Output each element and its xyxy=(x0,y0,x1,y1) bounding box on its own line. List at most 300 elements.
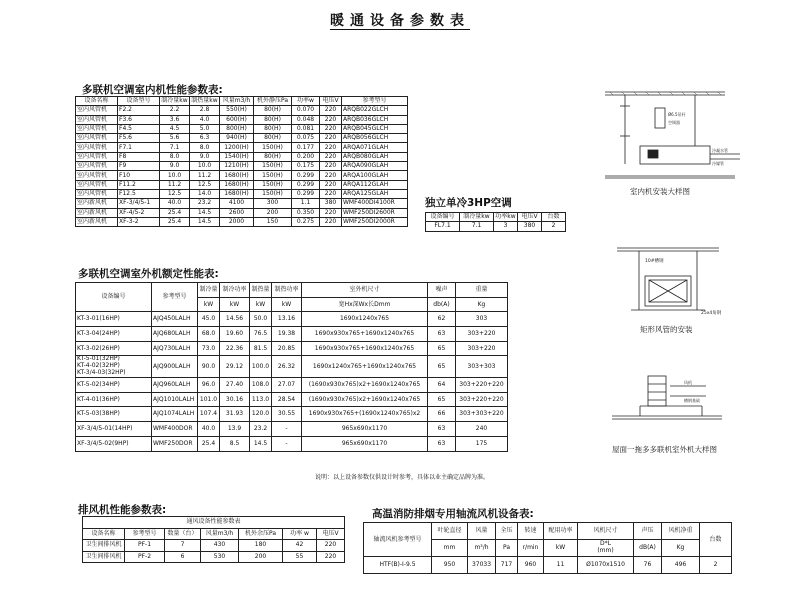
indoor-cell: 80(H) xyxy=(254,134,292,143)
duct-label-2: 25x4角钢 xyxy=(701,311,722,316)
outdoor-cell: 1690x930x765+1690x1240x765 xyxy=(302,327,428,342)
indoor-cell: 室内风管机 xyxy=(76,162,118,171)
outdoor-cell: 28.54 xyxy=(272,392,302,407)
exhaust-header-cell: 电压V xyxy=(317,528,345,540)
outdoor-cell: 1690x930x765+(1690x1240x765)x2 xyxy=(302,407,428,422)
indoor-cell: 200 xyxy=(254,208,292,217)
outdoor-cell: 30.55 xyxy=(272,407,302,422)
outdoor-cell: 13.9 xyxy=(220,422,250,437)
outdoor-cell: 19.60 xyxy=(220,327,250,342)
indoor-table-row xyxy=(76,134,408,143)
indoor-cell: WMF250DI2000R xyxy=(342,217,408,226)
outdoor-cell: 68.0 xyxy=(198,327,220,342)
indoor-cell: 0.275 xyxy=(292,217,320,226)
indoor-cell: 80(H) xyxy=(254,124,292,133)
outdoor-unit-cell: db(A) xyxy=(428,297,456,312)
fire-cell: 960 xyxy=(518,557,544,574)
indoor-cell: 220 xyxy=(320,171,342,180)
indoor-cell: 室内风管机 xyxy=(76,189,118,198)
exhaust-cell: 530 xyxy=(201,551,239,563)
fire-unit-cell: Kg xyxy=(662,540,700,557)
indoor-table-row xyxy=(76,162,408,171)
outdoor-cell: 64 xyxy=(428,378,456,393)
fire-table-row xyxy=(364,557,732,574)
indoor-cell: 0.299 xyxy=(292,180,320,189)
indoor-cell: XF-3/4/5-1 xyxy=(118,199,160,208)
indoor-cell: 室内新风机 xyxy=(76,208,118,217)
outdoor-cell: 45.0 xyxy=(198,312,220,327)
outdoor-cell: AJQ1010LALH xyxy=(152,392,198,407)
indoor-cell: F2.2 xyxy=(118,106,160,115)
outdoor-cell: 19.38 xyxy=(272,327,302,342)
outdoor-header-cell: 制热量 xyxy=(250,283,272,298)
outdoor-cell: AJQ900LALH xyxy=(152,356,198,378)
outdoor-cell: KT-5-03(38HP) xyxy=(76,407,152,422)
outdoor-cell: WMF400DOR xyxy=(152,422,198,437)
indoor-header-cell: 参考型号 xyxy=(342,97,408,106)
indoor-table-row xyxy=(76,115,408,124)
indoor-cell: 150(H) xyxy=(254,189,292,198)
outdoor-table-row xyxy=(76,378,508,393)
fire-fan-table-title: 高温消防排烟专用轴流风机设备表: xyxy=(372,508,534,520)
indoor-cell: 9.0 xyxy=(190,152,220,161)
indoor-cell: 300 xyxy=(254,199,292,208)
indoor-cell: 800(H) xyxy=(220,124,254,133)
indoor-cell: 220 xyxy=(320,115,342,124)
indoor-cell: F7.1 xyxy=(118,143,160,152)
exhaust-header-row xyxy=(83,528,345,540)
indoor-cell: 150(H) xyxy=(254,180,292,189)
indoor-cell: 14.0 xyxy=(190,189,220,198)
outdoor-table-row xyxy=(76,341,508,356)
outdoor-cell: 14.56 xyxy=(220,312,250,327)
indoor-cell: 10.0 xyxy=(190,162,220,171)
indoor-cell: 室内风管机 xyxy=(76,180,118,189)
indoor-cell: 9.0 xyxy=(160,162,190,171)
single-ac-table xyxy=(425,212,566,232)
indoor-cell: ARQA112GLAH xyxy=(342,180,408,189)
outdoor-cell: 120.0 xyxy=(250,407,272,422)
fire-header-cell: 全压 xyxy=(496,523,518,540)
single-header-cell: 台数 xyxy=(542,213,566,222)
outdoor-table-row xyxy=(76,356,508,378)
indoor-table-title: 多联机空调室内机性能参数表: xyxy=(82,84,223,96)
title-underline xyxy=(330,29,470,30)
indoor-cell: 220 xyxy=(320,106,342,115)
fire-unit-cell: kW xyxy=(544,540,578,557)
exhaust-cell: 卫生间排风机 xyxy=(83,540,125,552)
outdoor-cell: 73.0 xyxy=(198,341,220,356)
indoor-cell: ARQA090GLAH xyxy=(342,162,408,171)
exhaust-header-cell: 参考型号 xyxy=(125,528,165,540)
indoor-cell: XF-3-2 xyxy=(118,217,160,226)
indoor-cell: 1.1 xyxy=(292,199,320,208)
indoor-cell: 0.075 xyxy=(292,134,320,143)
fire-fan-table xyxy=(363,522,732,574)
outdoor-cell: (1690x930x765)x2+1690x1240x765 xyxy=(302,392,428,407)
fire-header-cell: 风机尺寸 xyxy=(578,523,634,540)
outdoor-table-row xyxy=(76,312,508,327)
indoor-cell: 2000 xyxy=(220,217,254,226)
single-header-cell: 设备编号 xyxy=(426,213,460,222)
outdoor-cell: 175 xyxy=(456,436,508,451)
indoor-cell: 550(H) xyxy=(220,106,254,115)
outdoor-header-cell: 参考型号 xyxy=(152,283,198,312)
indoor-header-cell: 制冷量kw xyxy=(161,97,188,105)
outdoor-cell: 23.2 xyxy=(250,422,272,437)
indoor-cell: ARQB080GLAH xyxy=(342,152,408,161)
indoor-install-label-3: 冷凝水管 xyxy=(712,148,728,153)
outdoor-cell: 240 xyxy=(456,422,508,437)
fire-unit-cell: m³/h xyxy=(468,540,496,557)
outdoor-cell: 65 xyxy=(428,392,456,407)
fire-header-row xyxy=(364,523,732,540)
fire-unit-cell: dB(A) xyxy=(634,540,662,557)
exhaust-header-cell: 数量（台） xyxy=(165,528,201,540)
outdoor-cell: XF-3/4/5-02(9HP) xyxy=(76,436,152,451)
indoor-cell: 220 xyxy=(320,208,342,217)
outdoor-cell: 101.0 xyxy=(198,392,220,407)
exhaust-cell: 7 xyxy=(165,540,201,552)
indoor-cell: ARQA071GLAH xyxy=(342,143,408,152)
indoor-table-row xyxy=(76,208,408,217)
outdoor-cell: 107.4 xyxy=(198,407,220,422)
outdoor-header-cell: 设备编号 xyxy=(76,283,152,312)
outdoor-cell: 100.0 xyxy=(250,356,272,378)
outdoor-cell: AJQ730LALH xyxy=(152,341,198,356)
indoor-cell: 室内风管机 xyxy=(76,171,118,180)
indoor-cell: 0.070 xyxy=(292,106,320,115)
outdoor-cell: 40.0 xyxy=(198,422,220,437)
exhaust-cell: 220 xyxy=(317,540,345,552)
outdoor-header-cell: 室外机尺寸 xyxy=(302,283,428,298)
indoor-cell: 220 xyxy=(320,180,342,189)
outdoor-cell: 81.5 xyxy=(250,341,272,356)
outdoor-cell: AJQ450LALH xyxy=(152,312,198,327)
outdoor-cell: 62 xyxy=(428,312,456,327)
indoor-cell: 14.5 xyxy=(190,208,220,217)
indoor-header-cell: 制热量kw xyxy=(191,97,218,105)
outdoor-cell: 50.0 xyxy=(250,312,272,327)
indoor-cell: 0.299 xyxy=(292,189,320,198)
outdoor-cell: 13.16 xyxy=(272,312,302,327)
outdoor-table-row xyxy=(76,407,508,422)
indoor-table-row xyxy=(76,199,408,208)
outdoor-cell: 63 xyxy=(428,327,456,342)
fire-header-cell: 声压 xyxy=(634,523,662,540)
indoor-cell: F9 xyxy=(118,162,160,171)
indoor-cell: 220 xyxy=(320,143,342,152)
indoor-cell: 7.1 xyxy=(160,143,190,152)
indoor-table-row xyxy=(76,171,408,180)
indoor-cell: ARQA125GLAH xyxy=(342,189,408,198)
indoor-table-row xyxy=(76,180,408,189)
indoor-cell: 10.0 xyxy=(160,171,190,180)
exhaust-cell: PF-1 xyxy=(125,540,165,552)
exhaust-cell: PF-2 xyxy=(125,551,165,563)
outdoor-note: 说明：以上设备参数仅供设计时参考，具体以业主确定品牌为准。 xyxy=(315,474,490,481)
outdoor-unit-cell: kW xyxy=(272,297,302,312)
outdoor-cell: AJQ1074LALH xyxy=(152,407,198,422)
indoor-cell: 25.4 xyxy=(160,208,190,217)
indoor-cell: 5.0 xyxy=(190,124,220,133)
outdoor-cell: XF-3/4/5-01(14HP) xyxy=(76,422,152,437)
exhaust-cell: 180 xyxy=(239,540,283,552)
exhaust-header-cell: 机外余压Pa xyxy=(239,528,283,540)
indoor-cell: 0.081 xyxy=(292,124,320,133)
outdoor-cell: 31.93 xyxy=(220,407,250,422)
fire-cell: 37033 xyxy=(468,557,496,574)
indoor-cell: 12.5 xyxy=(160,189,190,198)
exhaust-cell: 200 xyxy=(239,551,283,563)
indoor-cell: 室内风管机 xyxy=(76,124,118,133)
indoor-cell: 2.2 xyxy=(160,106,190,115)
indoor-cell: WMF400DI4100R xyxy=(342,199,408,208)
outdoor-cell: 66 xyxy=(428,407,456,422)
outdoor-cell: 63 xyxy=(428,436,456,451)
roof-label-2: 槽钢基础 xyxy=(684,398,700,403)
outdoor-header-cell: 制冷量 xyxy=(198,283,220,298)
exhaust-cell: 430 xyxy=(201,540,239,552)
indoor-cell: F12.5 xyxy=(118,189,160,198)
single-header-cell: 电压V xyxy=(518,213,542,222)
indoor-header-cell: 电压V xyxy=(320,97,342,106)
duct-install-caption: 矩形风管的安装 xyxy=(640,325,693,334)
outdoor-cell: KT-5-02(34HP) xyxy=(76,378,152,393)
indoor-cell: 11.2 xyxy=(160,180,190,189)
indoor-cell: 1680(H) xyxy=(220,171,254,180)
exhaust-cell: 220 xyxy=(317,551,345,563)
fire-unit-cell: Pa xyxy=(496,540,518,557)
fire-header-cell: 风机净重 xyxy=(662,523,700,540)
single-header-cell: 功率kw xyxy=(495,213,516,221)
fire-cell: 76 xyxy=(634,557,662,574)
indoor-table-row xyxy=(76,152,408,161)
outdoor-cell: 303+303 xyxy=(456,356,508,378)
outdoor-table-row xyxy=(76,422,508,437)
outdoor-cell: 14.5 xyxy=(250,436,272,451)
fire-cell: 950 xyxy=(432,557,468,574)
indoor-cell: 室内风管机 xyxy=(76,134,118,143)
indoor-header-cell: 设备型号 xyxy=(118,97,160,106)
indoor-cell: 室内风管机 xyxy=(76,106,118,115)
indoor-install-label-2: 空调器 xyxy=(668,120,680,125)
exhaust-header-cell: 设备名称 xyxy=(83,528,125,540)
outdoor-unit-cell: kW xyxy=(198,297,220,312)
indoor-cell: 150(H) xyxy=(254,171,292,180)
fire-cell: HTF(B)-Ⅰ-9.5 xyxy=(364,557,432,574)
indoor-cell: F4.5 xyxy=(118,124,160,133)
outdoor-cell: (1690x930x765)x2+1690x1240x765 xyxy=(302,378,428,393)
outdoor-cell: 65 xyxy=(428,356,456,378)
duct-install-drawing xyxy=(615,244,735,326)
outdoor-unit-cell: 宽Hx深Wx长Dmm xyxy=(302,297,428,312)
fire-unit-cell: D*L (mm) xyxy=(578,540,634,557)
indoor-cell: 25.4 xyxy=(160,217,190,226)
outdoor-unit-cell: kW xyxy=(250,297,272,312)
fire-header-cell: 配用功率 xyxy=(544,523,578,540)
outdoor-header-cell: 制热功率 xyxy=(272,283,302,298)
indoor-cell: F11.2 xyxy=(118,180,160,189)
outdoor-cell: AJQ960LALH xyxy=(152,378,198,393)
indoor-cell: 220 xyxy=(320,152,342,161)
indoor-cell: 940(H) xyxy=(220,134,254,143)
indoor-cell: F8 xyxy=(118,152,160,161)
indoor-cell: 380 xyxy=(320,199,342,208)
outdoor-header-row xyxy=(76,283,508,298)
outdoor-cell: KT-3-02(26HP) xyxy=(76,341,152,356)
indoor-cell: 6.3 xyxy=(190,134,220,143)
indoor-cell: 0.175 xyxy=(292,162,320,171)
indoor-cell: 4.5 xyxy=(160,124,190,133)
outdoor-cell: 8.5 xyxy=(220,436,250,451)
indoor-table xyxy=(75,96,408,227)
outdoor-cell: WMF250DOR xyxy=(152,436,198,451)
indoor-cell: 1540(H) xyxy=(220,152,254,161)
indoor-cell: 40.0 xyxy=(160,199,190,208)
indoor-table-row xyxy=(76,106,408,115)
indoor-cell: 600(H) xyxy=(220,115,254,124)
indoor-header-cell: 功率w xyxy=(292,97,320,106)
outdoor-cell: - xyxy=(272,422,302,437)
outdoor-cell: 63 xyxy=(428,422,456,437)
indoor-header-cell: 机外静压Pa xyxy=(254,97,292,106)
fire-unit-cell: mm xyxy=(432,540,468,557)
indoor-cell: XF-4/5-2 xyxy=(118,208,160,217)
outdoor-cell: - xyxy=(272,436,302,451)
single-cell: FL7.1 xyxy=(426,222,460,231)
page-title: 暖通设备参数表 xyxy=(330,13,470,29)
outdoor-cell: 303+303+220 xyxy=(456,407,508,422)
outdoor-cell: 76.5 xyxy=(250,327,272,342)
indoor-cell: 2.8 xyxy=(190,106,220,115)
fire-header-cell: 轴流风机参考型号 xyxy=(364,523,432,557)
indoor-table-row xyxy=(76,217,408,226)
outdoor-cell: 113.0 xyxy=(250,392,272,407)
fire-cell: 11 xyxy=(544,557,578,574)
exhaust-table-title: 排风机性能参数表: xyxy=(78,504,167,516)
indoor-cell: 220 xyxy=(320,134,342,143)
indoor-header-cell: 风量m3/h xyxy=(220,97,254,106)
exhaust-cell: 55 xyxy=(283,551,317,563)
indoor-cell: F3.6 xyxy=(118,115,160,124)
fire-header-cell: 台数 xyxy=(700,523,732,557)
indoor-cell: 4.0 xyxy=(190,115,220,124)
single-header-row xyxy=(426,213,566,222)
indoor-cell: 室内风管机 xyxy=(76,152,118,161)
indoor-cell: 80(H) xyxy=(254,106,292,115)
exhaust-header-cell: 功率 w xyxy=(283,528,317,540)
outdoor-cell: 22.36 xyxy=(220,341,250,356)
outdoor-cell: 303+220 xyxy=(456,341,508,356)
indoor-install-label-4: 冷媒管 xyxy=(712,161,724,166)
outdoor-table-title: 多联机空调室外机额定性能表: xyxy=(78,268,219,280)
indoor-cell: ARQB022GLCH xyxy=(342,106,408,115)
exhaust-group-row xyxy=(83,517,345,529)
roof-install-caption: 屋面一拖多多联机室外机大样图 xyxy=(612,445,717,454)
indoor-cell: 5.6 xyxy=(160,134,190,143)
outdoor-cell: 1690x1240x765+1690x1240x765 xyxy=(302,356,428,378)
outdoor-cell: 303+220+220 xyxy=(456,378,508,393)
indoor-cell: 3.6 xyxy=(160,115,190,124)
outdoor-unit-cell: Kg xyxy=(456,297,508,312)
indoor-cell: ARQB045GLCH xyxy=(342,124,408,133)
single-cell: 380 xyxy=(518,222,542,231)
exhaust-cell: 卫生间排风机 xyxy=(83,551,125,563)
outdoor-table-row xyxy=(76,436,508,451)
outdoor-cell: 303 xyxy=(456,312,508,327)
exhaust-table-row xyxy=(83,551,345,563)
indoor-install-caption: 室内机安装大样图 xyxy=(630,187,690,196)
indoor-cell: 12.5 xyxy=(190,180,220,189)
indoor-cell: 8.0 xyxy=(160,152,190,161)
indoor-cell: ARQB056GLCH xyxy=(342,134,408,143)
indoor-cell: 150(H) xyxy=(254,162,292,171)
outdoor-table xyxy=(75,282,508,452)
indoor-cell: WMF250DI2600R xyxy=(342,208,408,217)
indoor-header-cell: 设备名称 xyxy=(76,97,118,106)
outdoor-cell: KT-5-01(32HP) KT-4-02(32HP) KT-3/4-03(32HP) xyxy=(76,356,152,378)
indoor-header-row xyxy=(76,97,408,106)
indoor-install-label-1: Ø6.5吊杆 xyxy=(668,112,686,117)
single-ac-title: 独立单冷3HP空调 xyxy=(425,197,512,209)
indoor-cell: 室内风管机 xyxy=(76,115,118,124)
fire-unit-cell: r/min xyxy=(518,540,544,557)
indoor-cell: 1680(H) xyxy=(220,180,254,189)
outdoor-cell: 90.0 xyxy=(198,356,220,378)
fire-header-cell: 叶轮直径 xyxy=(432,523,468,540)
outdoor-cell: AJQ680LALH xyxy=(152,327,198,342)
outdoor-cell: 1690x1240x765 xyxy=(302,312,428,327)
outdoor-cell: 108.0 xyxy=(250,378,272,393)
indoor-cell: 220 xyxy=(320,189,342,198)
outdoor-header-cell: 噪声 xyxy=(428,283,456,298)
outdoor-header-cell: 制冷功率 xyxy=(220,283,250,298)
roof-label-1: 风机 xyxy=(684,380,692,385)
fire-header-cell: 风量 xyxy=(468,523,496,540)
outdoor-cell: 27.07 xyxy=(272,378,302,393)
indoor-cell: 0.299 xyxy=(292,171,320,180)
outdoor-cell: KT-3-04(24HP) xyxy=(76,327,152,342)
fire-cell: 496 xyxy=(662,557,700,574)
indoor-cell: F5.6 xyxy=(118,134,160,143)
indoor-cell: 2600 xyxy=(220,208,254,217)
indoor-cell: 0.048 xyxy=(292,115,320,124)
indoor-cell: 1210(H) xyxy=(220,162,254,171)
outdoor-cell: 303+220+220 xyxy=(456,392,508,407)
fire-cell: 2 xyxy=(700,557,732,574)
indoor-table-row xyxy=(76,189,408,198)
fire-header-cell: 转速 xyxy=(518,523,544,540)
indoor-cell: 80(H) xyxy=(254,152,292,161)
outdoor-cell: 25.4 xyxy=(198,436,220,451)
exhaust-cell: 42 xyxy=(283,540,317,552)
outdoor-cell: 1690x930x765+1690x1240x765 xyxy=(302,341,428,356)
indoor-cell: 220 xyxy=(320,124,342,133)
fire-cell: 717 xyxy=(496,557,518,574)
outdoor-cell: 65 xyxy=(428,341,456,356)
single-cell: 2 xyxy=(542,222,566,231)
indoor-cell: 4100 xyxy=(220,199,254,208)
single-header-cell: 制冷量kw xyxy=(460,213,494,222)
exhaust-header-cell: 风量m3/h xyxy=(201,528,239,540)
outdoor-cell: 29.12 xyxy=(220,356,250,378)
indoor-cell: 1680(H) xyxy=(220,189,254,198)
indoor-cell: 80(H) xyxy=(254,115,292,124)
fire-cell: Ø1070x1510 xyxy=(578,557,634,574)
indoor-cell: 0.350 xyxy=(292,208,320,217)
duct-label-1: 10#槽钢 xyxy=(645,259,664,264)
